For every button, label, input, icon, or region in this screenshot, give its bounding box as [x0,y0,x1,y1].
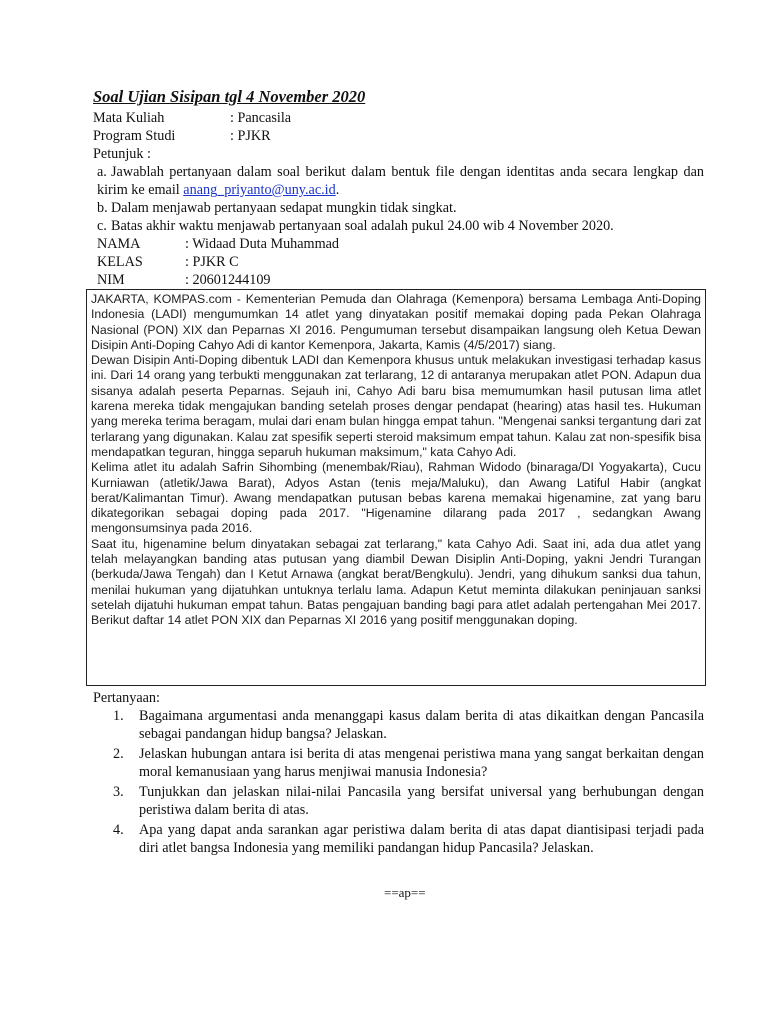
news-article-box [86,289,706,686]
question-number: 1. [113,708,124,724]
instruction-text: Dalam menjawab pertanyaan sedapat mungkin tidak singkat. [111,200,457,216]
meta-value: : PJKR [230,128,271,144]
meta-label: Mata Kuliah [93,110,165,126]
instruction-text: Batas akhir waktu menjawab pertanyaan soal adalah pukul 24.00 wib 4 November 2020. [111,218,614,234]
instructions-heading: Petunjuk : [93,146,151,162]
meta-value: : Pancasila [230,110,292,126]
question-text: Jelaskan hubungan antara isi berita di atas mengenai peristiwa mana yang sangat berkaitan dengan moral kemanusiaan yang harus menjiwai manusia Indonesia? [139,746,704,780]
email-link[interactable]: anang_priyanto@uny.ac.id [183,182,336,198]
question-number: 3. [113,784,124,800]
question-item [113,707,704,743]
article-paragraph: Dewan Disipin Anti-Doping dibentuk LADI dan Kemenpora khusus untuk melakukan investigasi terhadap kasus ini. Dari 14 orang yang terbukti menggunakan zat terlarang, 12 di antaranya merupakan atlet PON. Adapun dua sisanya adalah peserta Peparnas. Sejauh ini, Cahyo Adi baru bisa memumumkan hasil putusan lima atlet karena mereka tidak mengajukan banding setelah proses dengar pendapat (hearing) atas hasil tes. Hukuman yang mereka terima beragam, mulai dari enam bulan hingga empat tahun. "Mengenai sanksi tergantung dari zat terlarang yang digunakan. Kalau zat spesifik seperti steroid maksimum empat tahun. Kalau zat non-spesifik bisa mendapatkan teguran, hingga separuh hukuman maksimum," kata Cahyo Adi. [91,353,701,459]
document-title: Soal Ujian Sisipan tgl 4 November 2020 [93,87,366,106]
instruction-text-end: . [335,182,340,198]
questions-heading: Pertanyaan: [93,690,160,706]
question-item [113,783,704,819]
meta-label: Program Studi [93,128,176,144]
question-item [113,745,704,781]
question-number: 2. [113,746,124,762]
question-text: Bagaimana argumentasi anda menanggapi kasus dalam berita di atas dikaitkan dengan Pancasila sebagai pandangan hidup bangsa? Jelaskan. [139,708,704,742]
identity-label: NAMA [97,236,141,252]
instruction-text: Jawablah pertanyaan dalam soal berikut dalam bentuk file dengan identitas anda secara lengkap dan kirim ke email [97,164,704,198]
identity-value: : Widaad Duta Muhammad [185,236,340,252]
instruction-a [97,163,704,199]
instruction-b [97,199,704,217]
instruction-marker: a. [97,164,107,180]
instruction-marker: c. [97,218,107,234]
footer-mark: ==ap== [384,885,426,900]
questions-list [113,707,704,859]
identity-row-nama [97,235,339,253]
identity-value: : 20601244109 [185,272,271,288]
article-paragraph: Saat itu, higenamine belum dinyatakan sebagai zat terlarang," kata Cahyo Adi. Saat ini, ada dua atlet yang telah melayangkan banding atas putusan yang diambil Dewan Disiplin Anti-Doping, yakni Jendri Turangan (berkuda/Jawa Tengah) dan I Ketut Arnawa (angkat berat/Bengkulu). Jendri, yang dihukum sanksi dua tahun, menilai hukuman yang dijatuhkan untuknya terlalu lama. Adapun Ketut meminta dilakukan peninjauan sanksi setelah dijatuhi hukuman empat tahun. Batas pengajuan banding bagi para atlet adalah pertengahan Mei 2017. Berikut daftar 14 atlet PON XIX dan Peparnas XI 2016 yang positif menggunakan doping. [91,536,701,628]
identity-row-kelas [97,253,239,271]
instruction-c [97,217,704,235]
question-number: 4. [113,822,124,838]
meta-row-mata-kuliah [93,109,291,127]
article-paragraph: Kelima atlet itu adalah Safrin Sihombing (menembak/Riau), Rahman Widodo (binaraga/DI Yogyakarta), Cucu Kurniawan (atletik/Jawa Barat), Adyos Astan (tenis meja/Maluku), dan Awang Latiful Habir (angkat berat/Kalimantan Timur). Awang mendapatkan putusan bebas karena memakai higenamine, zat yang baru dikategorikan sebagai doping pada 2017. "Higenamine dilarang pada 2017 , sedangkan Awang mengonsumsinya pada 2016. [91,460,701,536]
identity-label: NIM [97,272,125,288]
identity-label: KELAS [97,254,143,270]
identity-row-nim [97,271,271,289]
article-paragraph: JAKARTA, KOMPAS.com - Kementerian Pemuda dan Olahraga (Kemenpora) bersama Lembaga Anti-Doping Indonesia (LADI) mengumumkan 14 atlet yang dinyatakan positif memakai doping pada Pekan Olahraga Nasional (PON) XIX dan Peparnas XI 2016. Pengumuman tersebut disampaikan langsung oleh Ketua Dewan Disipin Anti-Doping Cahyo Adi di kantor Kemenpora, Jakarta, Kamis (4/5/2017) siang. [91,292,701,352]
instruction-marker: b. [97,200,108,216]
meta-row-program-studi [93,127,271,145]
question-item [113,821,704,857]
question-text: Apa yang dapat anda sarankan agar peristiwa dalam berita di atas dapat diantisipasi terjadi pada diri atlet bangsa Indonesia yang memiliki pandangan hidup Pancasila? Jelaskan. [139,822,704,856]
question-text: Tunjukkan dan jelaskan nilai-nilai Pancasila yang bersifat universal yang berhubungan dengan peristiwa dalam berita di atas. [139,784,704,818]
identity-value: : PJKR C [185,254,239,270]
